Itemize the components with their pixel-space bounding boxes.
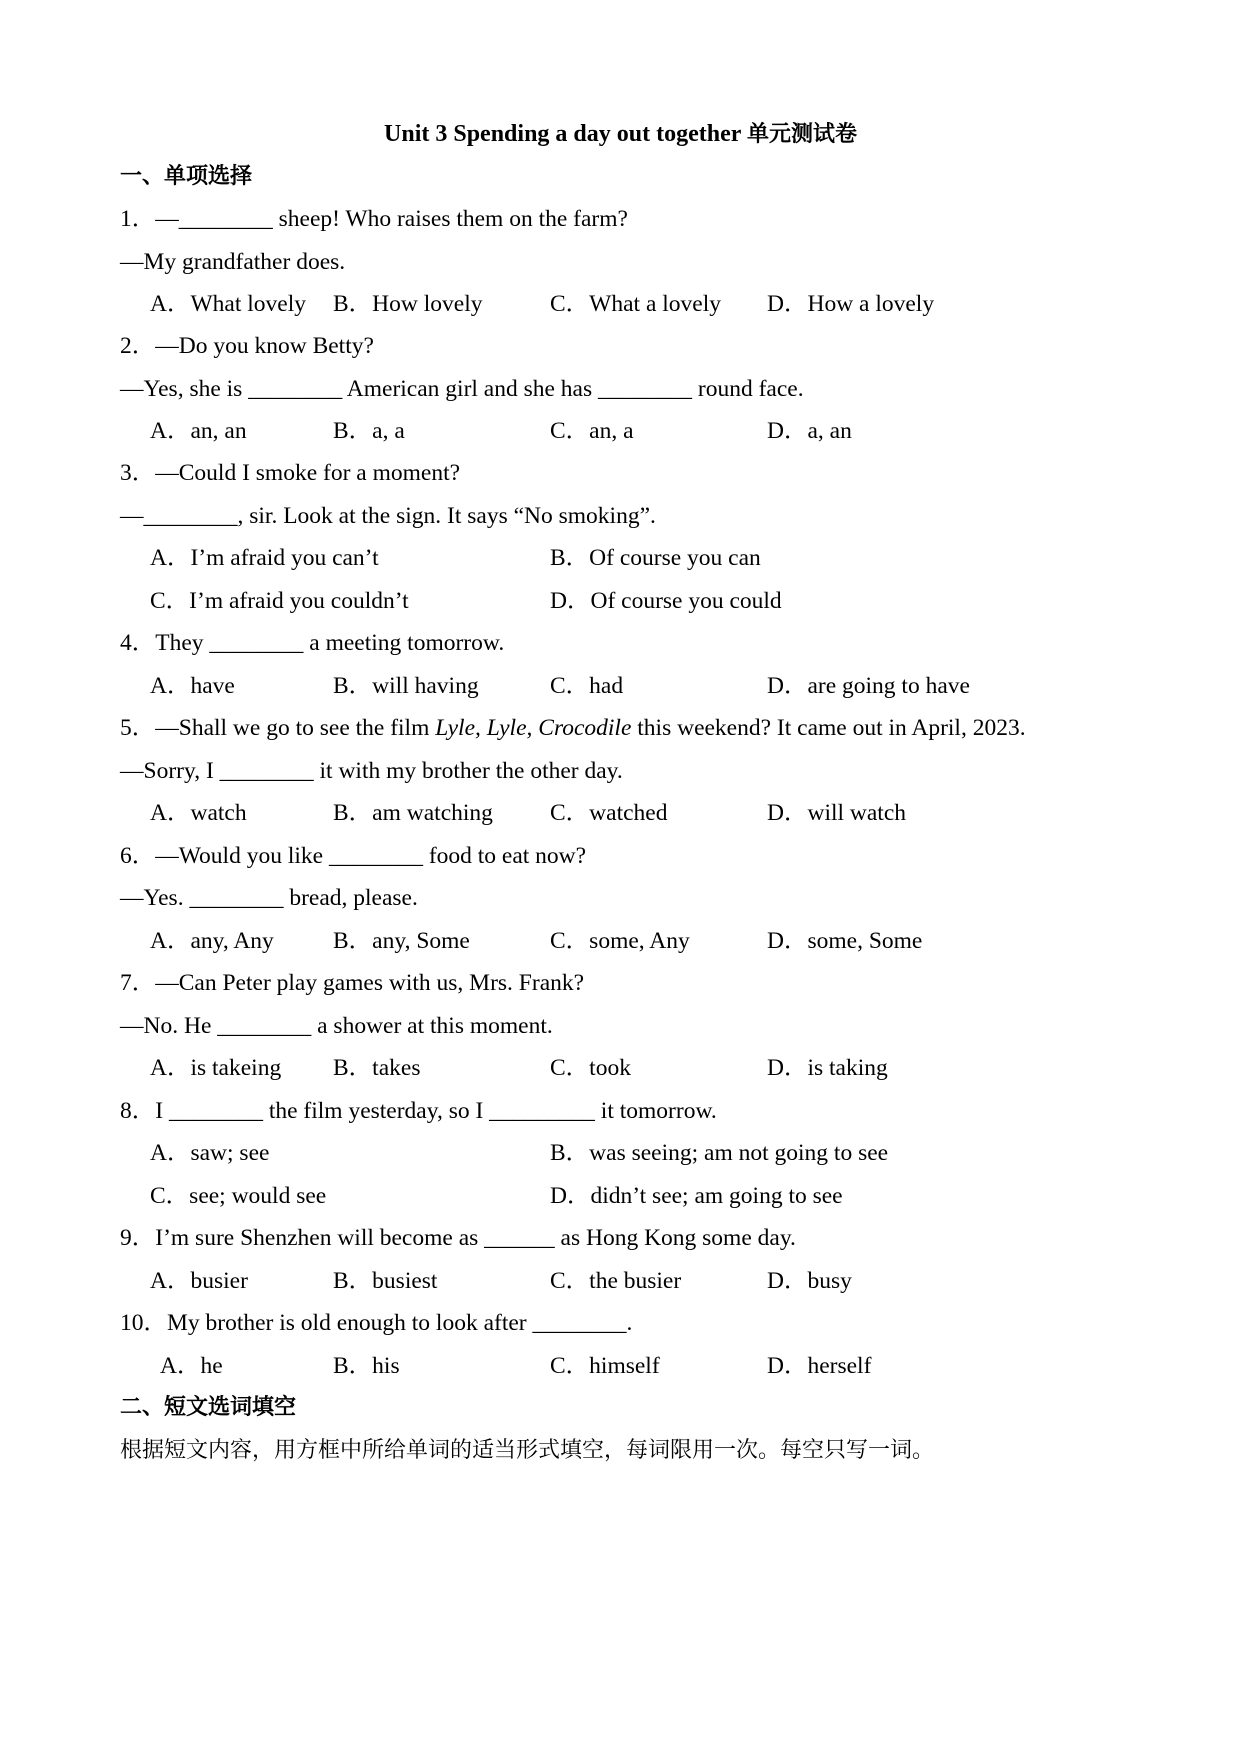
question-2-stem: 2．—Do you know Betty? bbox=[120, 333, 374, 359]
question-7-option-c: C．took bbox=[550, 1055, 631, 1081]
question-5-option-d: D．will watch bbox=[767, 800, 907, 826]
question-2-option-d: D．a, an bbox=[767, 418, 852, 444]
question-9-option-d: D．busy bbox=[767, 1268, 852, 1294]
section-2-instruction: 根据短文内容，用方框中所给单词的适当形式填空，每词限用一次。每空只写一词。 bbox=[120, 1438, 935, 1463]
question-8-option-b: B．was seeing; am not going to see bbox=[550, 1140, 889, 1166]
section-heading-cloze: 二、短文选词填空 bbox=[120, 1395, 297, 1420]
title-chinese: 单元测试卷 bbox=[746, 122, 857, 147]
question-3-option-b: B．Of course you can bbox=[550, 545, 761, 571]
question-3-stem: 3．—Could I smoke for a moment? bbox=[120, 460, 461, 486]
section-heading-single-choice: 一、单项选择 bbox=[120, 164, 253, 189]
question-1-option-b: B．How lovely bbox=[333, 291, 483, 317]
question-8-option-c: C．see; would see bbox=[150, 1183, 327, 1209]
question-8-option-a: A．saw; see bbox=[150, 1140, 270, 1166]
question-4-option-c: C．had bbox=[550, 673, 624, 699]
question-4-stem: 4．They ________ a meeting tomorrow. bbox=[120, 630, 505, 656]
question-1-option-a: A．What lovely bbox=[150, 291, 306, 317]
question-9-stem: 9．I’m sure Shenzhen will become as ______ as Hong Kong some day. bbox=[120, 1225, 796, 1251]
question-5-answer-line: —Sorry, I ________ it with my brother the other day. bbox=[120, 758, 623, 784]
question-7-stem: 7．—Can Peter play games with us, Mrs. Frank? bbox=[120, 970, 585, 996]
question-7-option-a: A．is takeing bbox=[150, 1055, 282, 1081]
title-english: Unit 3 Spending a day out together bbox=[384, 121, 741, 147]
question-4-option-b: B．will having bbox=[333, 673, 479, 699]
question-6-option-b: B．any, Some bbox=[333, 928, 470, 954]
question-2-option-c: C．an, a bbox=[550, 418, 634, 444]
question-9-option-c: C．the busier bbox=[550, 1268, 682, 1294]
question-2-option-b: B．a, a bbox=[333, 418, 405, 444]
question-5-option-a: A．watch bbox=[150, 800, 247, 826]
question-2-option-a: A．an, an bbox=[150, 418, 247, 444]
question-5-option-c: C．watched bbox=[550, 800, 668, 826]
question-6-stem: 6．—Would you like ________ food to eat now? bbox=[120, 843, 587, 869]
question-9-option-b: B．busiest bbox=[333, 1268, 438, 1294]
question-1-option-d: D．How a lovely bbox=[767, 291, 935, 317]
question-3-option-a: A．I’m afraid you can’t bbox=[150, 545, 379, 571]
question-5-film-title: Lyle, Lyle, Crocodile bbox=[435, 715, 632, 741]
question-6-option-a: A．any, Any bbox=[150, 928, 274, 954]
question-5-option-b: B．am watching bbox=[333, 800, 493, 826]
question-1-answer-line: —My grandfather does. bbox=[120, 249, 346, 275]
question-9-option-a: A．busier bbox=[150, 1268, 248, 1294]
question-5-stem-start: 5．—Shall we go to see the film bbox=[120, 715, 436, 741]
question-4-option-d: D．are going to have bbox=[767, 673, 970, 699]
question-3-option-d: D．Of course you could bbox=[550, 588, 782, 614]
question-1-option-c: C．What a lovely bbox=[550, 291, 721, 317]
question-10-option-b: B．his bbox=[333, 1353, 400, 1379]
question-5-stem-end: this weekend? It came out in April, 2023. bbox=[631, 715, 1026, 741]
page-title bbox=[0, 118, 1241, 151]
question-7-option-b: B．takes bbox=[333, 1055, 421, 1081]
question-1-stem: 1．—________ sheep! Who raises them on the farm? bbox=[120, 206, 628, 232]
question-10-option-c: C．himself bbox=[550, 1353, 660, 1379]
question-10-option-a: A．he bbox=[160, 1353, 223, 1379]
question-6-answer-line: —Yes. ________ bread, please. bbox=[120, 885, 418, 911]
question-3-option-c: C．I’m afraid you couldn’t bbox=[150, 588, 409, 614]
question-8-stem: 8．I ________ the film yesterday, so I _________ it tomorrow. bbox=[120, 1098, 717, 1124]
question-6-option-c: C．some, Any bbox=[550, 928, 690, 954]
question-10-option-d: D．herself bbox=[767, 1353, 872, 1379]
question-3-answer-line: —________, sir. Look at the sign. It says “No smoking”. bbox=[120, 503, 656, 529]
question-6-option-d: D．some, Some bbox=[767, 928, 923, 954]
question-2-answer-line: —Yes, she is ________ American girl and she has ________ round face. bbox=[120, 376, 804, 402]
question-7-option-d: D．is taking bbox=[767, 1055, 888, 1081]
question-10-stem: 10．My brother is old enough to look after ________. bbox=[120, 1310, 633, 1336]
question-4-option-a: A．have bbox=[150, 673, 235, 699]
question-5-stem bbox=[120, 712, 1026, 744]
question-8-option-d: D．didn’t see; am going to see bbox=[550, 1183, 843, 1209]
question-7-answer-line: —No. He ________ a shower at this moment. bbox=[120, 1013, 553, 1039]
